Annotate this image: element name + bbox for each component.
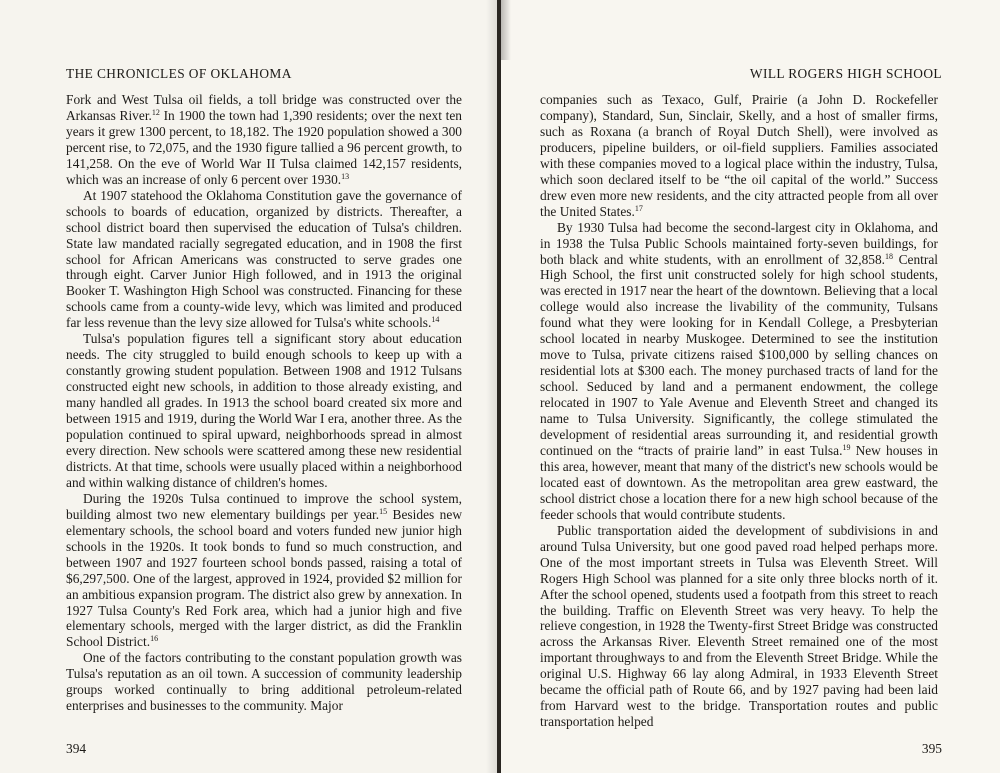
text-run: Public transportation aided the development of subdivisions in and around Tulsa University, but one good paved road helped perhaps more. One of the most important streets in Tulsa was Eleventh Street. Will Rogers High School was planned for a site only three blocks north of it. After the school opened, students used a footpath from this street to reach the building. Traffic on Eleventh Street was very heavy. To help the relieve congestion, in 1928 the Twenty-first Street Bridge was constructed across the Arkansas River. Eleventh Street remained one of the most important throughways to and from the Eleventh Street Bridge. While the original U.S. Highway 66 lay along Admiral, in 1933 Eleventh Street became the official path of Route 66, and by 1927 paving had been laid from Harvard west to the bridge. Transportation routes and public transportation helped — [540, 522, 938, 730]
text-run: In 1900 the town had 1,390 residents; over the next ten years it grew 1300 percent, to 18,182. The 1920 population showed a 300 percent rise, to 72,075, and the 1930 figure tallied a 96 percent growth, to 141,258. On the eve of World War II Tulsa claimed 142,157 residents, which was an increase of only 6 percent over 1930. — [66, 107, 462, 187]
text-run: One of the factors contributing to the constant population growth was Tulsa's reputation as an oil town. A succession of community leadership groups worked continually to bring additional petroleum-related enterprises and businesses to the community. Major — [66, 650, 462, 714]
running-head-right: WILL ROGERS HIGH SCHOOL — [749, 66, 942, 81]
left-page-body — [66, 92, 462, 714]
paragraph — [540, 220, 938, 523]
footnote-marker: 16 — [150, 634, 159, 644]
text-run: Fork and West Tulsa oil fields, a toll bridge was constructed over the Arkansas River. — [66, 92, 462, 123]
paragraph — [540, 92, 938, 220]
running-head-left: THE CHRONICLES OF OKLAHOMA — [66, 66, 292, 81]
paragraph — [66, 331, 462, 491]
text-run: During the 1920s Tulsa continued to improve the school system, building almost two new elementary buildings per year. — [66, 490, 462, 522]
book-spine — [497, 0, 501, 773]
page-number-left: 394 — [66, 741, 87, 756]
text-run: By 1930 Tulsa had become the second-largest city in Oklahoma, and in 1938 the Tulsa Public Schools maintained forty-seven buildings, for both black and white students, with an enrollment of 32,858. — [540, 219, 938, 267]
footnote-marker: 15 — [379, 506, 388, 516]
footnote-marker: 12 — [151, 107, 160, 117]
footnote-marker: 17 — [634, 203, 643, 213]
text-run: At 1907 statehood the Oklahoma Constitution gave the governance of schools to boards of education, organized by districts. Thereafter, a school district board then supervised the education of Tulsa's children. State law mandated racially segregated education, and in 1908 the first school for African Americans was constructed to serve grades one through eight. Carver Junior High followed, and in 1913 the original Booker T. Washington High School was constructed. Financing for these schools came from a county-wide levy, which was limited and produced far less revenue than the levy size allowed for Tulsa's white schools. — [66, 187, 462, 331]
paragraph — [66, 188, 462, 332]
paragraph — [66, 650, 462, 714]
footnote-marker: 14 — [431, 315, 440, 325]
right-page-body — [540, 92, 938, 730]
footnote-marker: 18 — [885, 251, 894, 261]
text-run: New houses in this area, however, meant that many of the district's new schools would be located east of downtown. As the metropolitan area grew eastward, the school district chose a location there for a new high school because of the feeder schools that would contribute students. — [540, 442, 938, 522]
text-run: Tulsa's population figures tell a significant story about education needs. The city struggled to build enough schools to keep up with a constantly growing student population. Between 1908 and 1912 Tulsans constructed eight new schools, in addition to those already existing, and many handled all grades. In 1913 the school board created six more and between 1915 and 1919, during the World War I era, another three. As the population continued to spiral upward, neighborhoods spread in almost every direction. New schools were scattered among these new residential districts. At that time, schools were usually placed within a neighborhood and within walking distance of children's homes. — [66, 331, 462, 490]
text-run: Central High School, the first unit constructed solely for high school students, was erected in 1917 near the heart of the downtown. Believing that a local college would also increase the livability of the community, Tulsans found what they were looking for in Kendall College, a Presbyterian school located in nearby Muskogee. Determined to see the institution move to Tulsa, private citizens raised $100,000 by selling chances on residential lots at $300 each. The money purchased tracts of land for the school. Seduced by land and a permanent endowment, the college relocated in 1907 to Yale Avenue and Eleventh Street and changed its name to Tulsa University. Significantly, the college stimulated the development of residential areas surrounding it, and residential growth continued on the “tracts of prairie land” in east Tulsa. — [540, 251, 938, 458]
spine-shadow — [501, 0, 511, 60]
paragraph — [540, 523, 938, 730]
text-run: Besides new elementary schools, the school board and voters funded new junior high schools in the 1920s. It took bonds to fund so much construction, and between 1907 and 1927 fourteen school bonds passed, raising a total of $6,297,500. One of the largest, approved in 1924, provided $2 million for an ambitious expansion program. The district also grew by annexation. In 1927 Tulsa County's Red Fork area, which had a junior high and five elementary schools, merged with the larger district, as did the Franklin School District. — [66, 506, 462, 650]
right-page — [500, 0, 1000, 773]
text-run: companies such as Texaco, Gulf, Prairie (a John D. Rockefeller company), Standard, Sun, Sinclair, Skelly, and a host of smaller firms, such as Roxana (a branch of Royal Dutch Shell), were involved as producers, pipeline builders, or oil-field suppliers. Families associated with these companies moved to a logical place within the industry, Tulsa, which soon declared itself to be “the oil capital of the world.” Success drew even more new residents, and the city attracted people from all over the United States. — [540, 92, 938, 219]
footnote-marker: 19 — [842, 442, 851, 452]
paragraph — [66, 491, 462, 651]
footnote-marker: 13 — [341, 171, 350, 181]
paragraph — [66, 92, 462, 188]
page-number-right: 395 — [921, 741, 942, 756]
